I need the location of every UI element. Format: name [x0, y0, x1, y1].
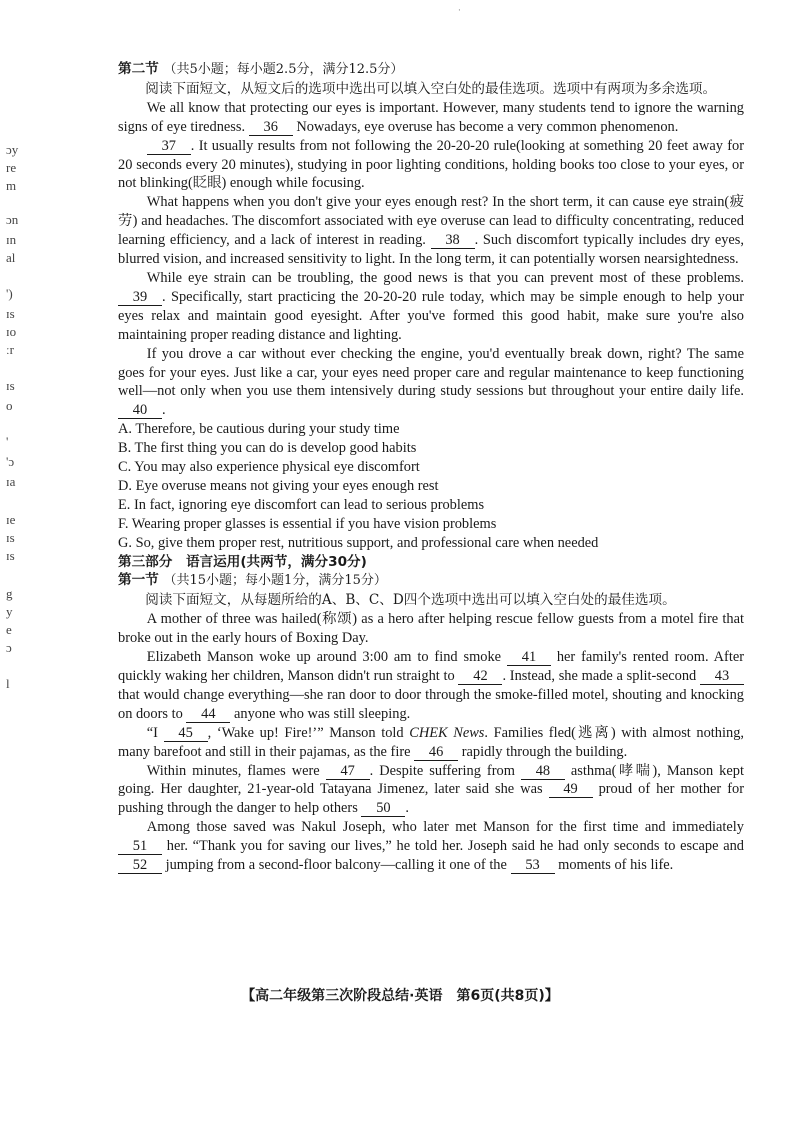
passage2-paragraph-1: A mother of three was hailed(称颂) as a hero after helping rescue fellow guests from a motel fire that broke out in the early hours of Boxing Day.	[118, 611, 744, 647]
bleed-text: y	[6, 604, 13, 619]
text: Among those saved was Nakul Joseph, who later met Manson for the first time and immediately	[146, 819, 744, 836]
page-footer: 【高二年级第三次阶段总结·英语 第6页(共8页)】	[241, 988, 559, 1004]
text: anyone who was still sleeping.	[233, 705, 411, 722]
blank-39[interactable]: 39	[118, 290, 162, 306]
bleed-text: 'ɔ	[6, 454, 15, 469]
text: her family's rented room. After quickly waking her children, Manson didn't run straight to	[118, 649, 744, 684]
section2-note: （共5小题；每小题2.5分，满分12.5分）	[163, 62, 404, 77]
bleed-text: ɪs	[6, 530, 15, 545]
bleed-text: e	[6, 622, 12, 637]
text: . Such discomfort typically includes dry eyes, blurred vision, and increased sensitivity to light. In the long term, it can potentially worsen nearsightedness.	[118, 232, 744, 268]
bleed-text: re	[6, 160, 17, 175]
option-b[interactable]: B. The first thing you can do is develop good habits	[118, 440, 417, 457]
text: rapidly through the building.	[461, 743, 628, 760]
bleed-text: ɔy	[6, 142, 19, 157]
part3-sub-note: （共15小题；每小题1分，满分15分）	[163, 573, 387, 589]
part3-subheading	[118, 571, 744, 591]
bleed-text: ɪo	[6, 324, 17, 339]
text: Nowadays, eye overuse has become a very common phenomenon.	[296, 118, 679, 135]
blank-40[interactable]: 40	[118, 403, 162, 419]
blank-41[interactable]: 41	[507, 650, 551, 666]
option-d[interactable]: D. Eye overuse means not giving your eyes enough rest	[118, 477, 439, 494]
bleed-text: ')	[6, 286, 13, 301]
blank-38[interactable]: 38	[431, 233, 475, 249]
section2-title: 第二节	[118, 61, 159, 77]
text: . Families fled(逃离) with almost nothing, many barefoot and still in their pajamas, as the fire	[118, 724, 744, 760]
option-e[interactable]: E. In fact, ignoring eye discomfort can lead to serious problems	[118, 496, 485, 513]
bleed-text: m	[6, 178, 17, 193]
passage1-paragraph-2	[118, 137, 744, 194]
blank-44[interactable]: 44	[186, 707, 230, 723]
option-a[interactable]: A. Therefore, be cautious during your study time	[118, 421, 400, 438]
bleed-text: ɪa	[6, 474, 16, 489]
blank-52[interactable]: 52	[118, 858, 162, 874]
text: . Instead, she made a split-second	[502, 668, 697, 684]
text: moments of his life.	[558, 857, 674, 874]
option-f[interactable]: F. Wearing proper glasses is essential if you have vision problems	[118, 515, 497, 532]
news-source: CHEK News	[409, 724, 485, 741]
passage1-paragraph-3	[118, 193, 744, 269]
passage2-paragraph-5	[118, 818, 744, 875]
bleed-text: ɪs	[6, 378, 15, 393]
blank-46[interactable]: 46	[414, 745, 458, 761]
blank-42[interactable]: 42	[458, 669, 502, 685]
text: While eye strain can be troubling, the good news is that you can prevent most of these problems.	[146, 269, 744, 286]
text: What happens when you don't give your eyes enough rest? In the short term, it can cause eye strain(疲劳) and headaches. The discomfort associated with eye overuse can lead to difficulty concentrating, reduced learning efficiency, and a lack of interest in reading.	[118, 194, 744, 249]
text: Within minutes, flames were	[146, 762, 320, 779]
blank-53[interactable]: 53	[511, 858, 555, 874]
part3-instruction: 阅读下面短文，从每题所给的A、B、C、D四个选项中选出可以填入空白处的最佳选项。	[145, 592, 676, 609]
passage1-paragraph-5	[118, 345, 744, 421]
bleed-text: ːr	[6, 342, 14, 357]
passage1-paragraph-4	[118, 269, 744, 345]
text: , ‘Wake up! Fire!’” Manson told	[207, 724, 404, 741]
text: Elizabeth Manson woke up around 3:00 am to find smoke	[146, 649, 502, 666]
text: . Despite suffering from	[369, 762, 515, 779]
bleed-text: o	[6, 398, 13, 413]
option-g[interactable]: G. So, give them proper rest, nutritious support, and professional care when needed	[118, 534, 599, 551]
section2-heading	[118, 60, 744, 80]
text: asthma(哮喘), Manson kept going. Her daughter, 21-year-old Tatayana Jimenez, later said she was	[118, 762, 744, 798]
bleed-text: l	[6, 676, 10, 691]
bleed-text: ɔn	[6, 212, 19, 227]
text: We all know that protecting our eyes is important. However, many students tend to ignore the warning signs of eye tiredness.	[118, 99, 744, 135]
text: .	[162, 402, 166, 419]
passage2-paragraph-3	[118, 724, 744, 762]
bleed-text: '	[6, 434, 9, 449]
bleed-text: ɪs	[6, 548, 15, 563]
blank-48[interactable]: 48	[521, 764, 565, 780]
text: . It usually results from not following the 20-20-20 rule(looking at something 20 feet away for 20 seconds every 20 minutes), studying in poor lighting conditions, holding books too close to your eyes, or not blinking(眨眼) enough while focusing.	[118, 137, 744, 192]
blank-50[interactable]: 50	[361, 801, 405, 817]
text: “I	[146, 724, 158, 741]
scan-mark: ·	[458, 6, 461, 16]
bleed-text: ɪn	[6, 232, 17, 247]
exam-page	[118, 60, 744, 875]
passage1-paragraph-1	[118, 99, 744, 137]
blank-43[interactable]: 43	[700, 669, 744, 685]
blank-47[interactable]: 47	[326, 764, 370, 780]
passage2-paragraph-2	[118, 648, 744, 724]
text: that would change everything—she ran door to door through the smoke-filled motel, shouting and knocking on doors to	[118, 686, 744, 722]
passage2-paragraph-4	[118, 762, 744, 819]
bleed-text: ɪs	[6, 306, 15, 321]
blank-36[interactable]: 36	[249, 120, 293, 136]
text: .	[405, 800, 410, 817]
bleed-text: al	[6, 250, 16, 265]
text: proud of her mother for pushing through the danger to help others	[118, 781, 744, 817]
text: If you drove a car without ever checking the engine, you'd eventually break down, right? The same goes for your eyes. Just like a car, your eyes need proper care and regular maintenance to keep functioning well—not only when you use them intensively during study sessions but throughout your entire daily life.	[118, 345, 744, 400]
section2-instruction: 阅读下面短文，从短文后的选项中选出可以填入空白处的最佳选项。选项中有两项为多余选项。	[145, 80, 717, 97]
text: . Specifically, start practicing the 20-20-20 rule today, which may be simple enough to help your eyes relax and maintain good eyesight. After you've formed this good habit, make sure you're also maintaining proper reading distance and lighting.	[118, 288, 744, 343]
blank-49[interactable]: 49	[549, 782, 593, 798]
part3-sub-title: 第一节	[118, 572, 159, 589]
blank-45[interactable]: 45	[164, 726, 208, 742]
bleed-text: ɪe	[6, 512, 16, 527]
bleed-text: ɔ	[6, 640, 12, 655]
text: jumping from a second-floor balcony—calling it one of the	[165, 857, 507, 874]
blank-51[interactable]: 51	[118, 839, 162, 855]
bleed-text: g	[6, 586, 13, 601]
part3-heading: 第三部分 语言运用(共两节，满分30分)	[118, 553, 367, 570]
option-c[interactable]: C. You may also experience physical eye discomfort	[118, 459, 420, 476]
blank-37[interactable]: 37	[147, 139, 191, 155]
text: her. “Thank you for saving our lives,” he told her. Joseph said he had only seconds to escape and	[166, 838, 744, 855]
